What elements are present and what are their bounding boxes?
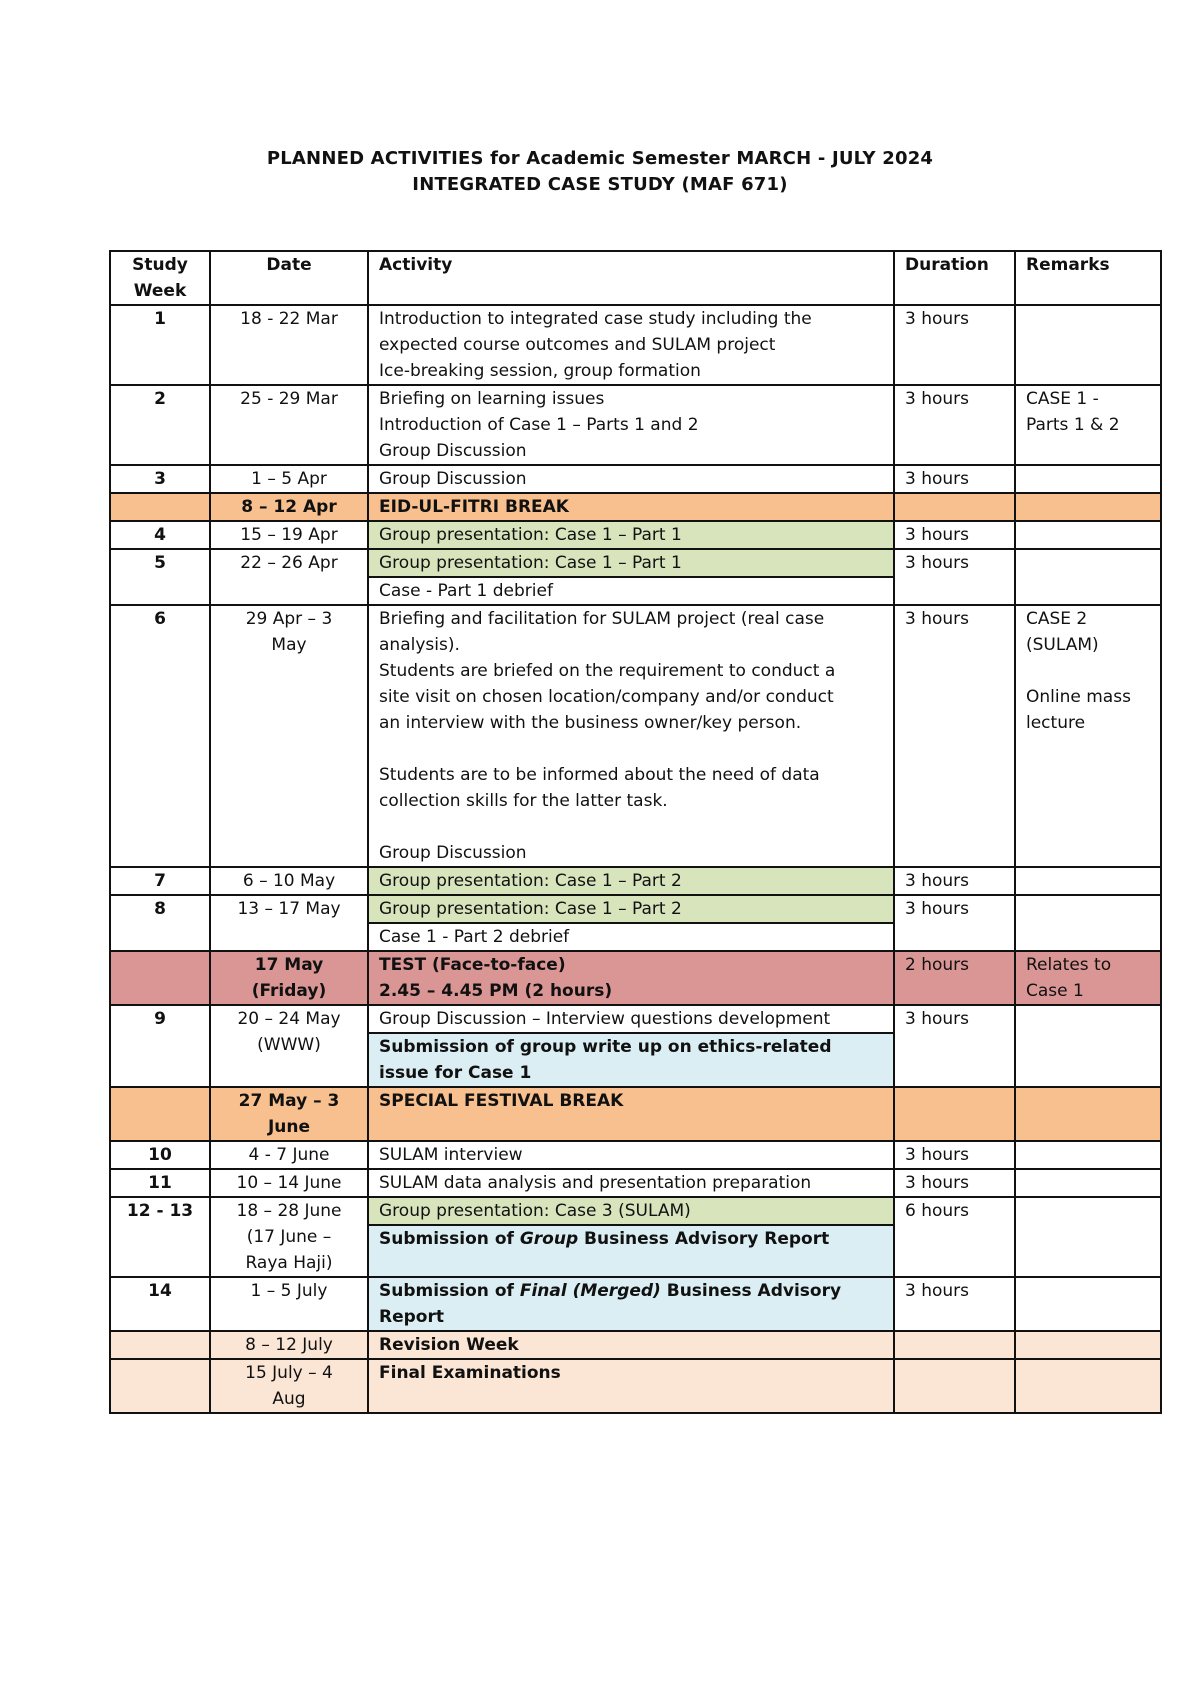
date-cell: 15 – 19 Apr (210, 521, 368, 549)
date-line: June (267, 1117, 311, 1137)
header-duration: Duration (894, 251, 1015, 305)
table-row (110, 867, 1161, 895)
duration-cell (894, 1331, 1015, 1359)
remarks-cell (1015, 549, 1161, 605)
activity-cell (368, 605, 894, 867)
date-cell (210, 1005, 368, 1087)
duration-cell: 3 hours (894, 1005, 1015, 1087)
break-row (110, 1087, 1161, 1141)
week-cell: 1 (110, 305, 210, 385)
week-cell (110, 951, 210, 1005)
activity-cell (368, 1277, 894, 1331)
activity-cell: SULAM data analysis and presentation preparation (368, 1169, 894, 1197)
date-line: Raya Haji) (245, 1253, 333, 1273)
activity-line: Submission of group write up on ethics-related (379, 1037, 832, 1057)
header-week-line1: Study (132, 255, 188, 275)
activity-cell (368, 1197, 894, 1277)
week-cell (110, 1359, 210, 1413)
activity-line: site visit on chosen location/company and/or conduct (379, 687, 834, 707)
activity-cell: Group presentation: Case 1 – Part 1 (368, 521, 894, 549)
activity-line: 2.45 – 4.45 PM (2 hours) (379, 981, 613, 1001)
duration-cell: 3 hours (894, 895, 1015, 951)
table-row (110, 385, 1161, 465)
table-row (110, 305, 1161, 385)
break-row (110, 493, 1161, 521)
date-cell: 8 – 12 July (210, 1331, 368, 1359)
duration-cell: 3 hours (894, 305, 1015, 385)
remarks-line: CASE 1 - (1026, 389, 1099, 409)
duration-cell: 3 hours (894, 867, 1015, 895)
table-row (110, 605, 1161, 867)
duration-cell (894, 1087, 1015, 1141)
activity-cell (368, 549, 894, 605)
date-line: 20 – 24 May (237, 1009, 341, 1029)
date-cell: 1 – 5 July (210, 1277, 368, 1331)
emphasis-text: Group (519, 1229, 579, 1249)
remarks-cell (1015, 1141, 1161, 1169)
table-row (110, 1197, 1161, 1277)
table-row (110, 521, 1161, 549)
activity-submission (369, 1226, 893, 1252)
activity-line: an interview with the business owner/key person. (379, 713, 802, 733)
remarks-line: (SULAM) (1026, 635, 1099, 655)
week-cell: 6 (110, 605, 210, 867)
week-cell: 11 (110, 1169, 210, 1197)
remarks-line: lecture (1026, 713, 1086, 733)
table-row (110, 1141, 1161, 1169)
activity-cell: Group Discussion (368, 465, 894, 493)
remarks-cell (1015, 1087, 1161, 1141)
remarks-cell (1015, 895, 1161, 951)
revision-row (110, 1331, 1161, 1359)
activity-line: Briefing on learning issues (379, 389, 605, 409)
date-cell: 18 - 22 Mar (210, 305, 368, 385)
remarks-cell (1015, 1005, 1161, 1087)
date-line: 17 May (254, 955, 324, 975)
document-title (0, 146, 1200, 198)
week-cell: 9 (110, 1005, 210, 1087)
header-activity: Activity (368, 251, 894, 305)
duration-cell: 2 hours (894, 951, 1015, 1005)
date-cell: 4 - 7 June (210, 1141, 368, 1169)
date-cell: 1 – 5 Apr (210, 465, 368, 493)
text-span: Business Advisory (660, 1281, 842, 1301)
date-cell (210, 951, 368, 1005)
week-cell: 3 (110, 465, 210, 493)
remarks-cell (1015, 493, 1161, 521)
activity-line: Group Discussion (379, 441, 527, 461)
remarks-line: Case 1 (1026, 981, 1084, 1001)
activity-line: Introduction to integrated case study including the (379, 309, 812, 329)
remarks-cell (1015, 605, 1161, 867)
table-row (110, 1169, 1161, 1197)
week-cell: 8 (110, 895, 210, 951)
header-date: Date (210, 251, 368, 305)
week-cell: 14 (110, 1277, 210, 1331)
remarks-line: Relates to (1026, 955, 1112, 975)
duration-cell: 3 hours (894, 605, 1015, 867)
header-week-line2: Week (133, 281, 187, 301)
activity-line: Group Discussion (379, 843, 527, 863)
date-cell: 8 – 12 Apr (210, 493, 368, 521)
activity-line: Case 1 - Part 2 debrief (379, 927, 570, 947)
week-cell: 7 (110, 867, 210, 895)
date-line: Aug (272, 1389, 306, 1409)
date-cell: 6 – 10 May (210, 867, 368, 895)
duration-cell: 3 hours (894, 385, 1015, 465)
remarks-cell (1015, 521, 1161, 549)
activity-line: Ice-breaking session, group formation (379, 361, 701, 381)
activity-cell: Final Examinations (368, 1359, 894, 1413)
activity-cell: SULAM interview (368, 1141, 894, 1169)
date-line: 27 May – 3 (238, 1091, 340, 1111)
duration-cell: 3 hours (894, 1169, 1015, 1197)
header-remarks: Remarks (1015, 251, 1161, 305)
duration-cell: 6 hours (894, 1197, 1015, 1277)
table-row (110, 465, 1161, 493)
table-row (110, 1005, 1161, 1087)
date-cell: 22 – 26 Apr (210, 549, 368, 605)
date-cell: 10 – 14 June (210, 1169, 368, 1197)
activity-line: analysis). (379, 635, 460, 655)
title-line-1: PLANNED ACTIVITIES for Academic Semester MARCH - JULY 2024 (266, 148, 934, 169)
remarks-cell (1015, 385, 1161, 465)
activity-line-presentation: Group presentation: Case 3 (SULAM) (369, 1198, 893, 1226)
header-study-week (110, 251, 210, 305)
remarks-cell (1015, 1277, 1161, 1331)
remarks-cell (1015, 1169, 1161, 1197)
remarks-cell (1015, 465, 1161, 493)
activity-cell (368, 385, 894, 465)
text-span: Submission of (379, 1281, 520, 1301)
exam-row (110, 1359, 1161, 1413)
remarks-cell (1015, 1331, 1161, 1359)
activity-line-presentation: Group presentation: Case 1 – Part 2 (369, 896, 893, 924)
week-cell: 12 - 13 (110, 1197, 210, 1277)
activity-line: Students are briefed on the requirement to conduct a (379, 661, 836, 681)
activity-line: Report (379, 1307, 444, 1327)
activity-line (379, 1278, 883, 1304)
activity-line: Case - Part 1 debrief (379, 581, 553, 601)
remarks-cell (1015, 951, 1161, 1005)
date-line: (WWW) (257, 1035, 321, 1055)
activity-line: Introduction of Case 1 – Parts 1 and 2 (379, 415, 699, 435)
text-span: Submission of (379, 1229, 520, 1249)
date-line: (17 June – (246, 1227, 332, 1247)
activity-cell: SPECIAL FESTIVAL BREAK (368, 1087, 894, 1141)
activity-cell (368, 895, 894, 951)
emphasis-text: Final (Merged) (519, 1281, 661, 1301)
remarks-cell (1015, 1359, 1161, 1413)
spacer (379, 736, 883, 762)
date-cell: 13 – 17 May (210, 895, 368, 951)
week-cell (110, 1331, 210, 1359)
date-cell (210, 1359, 368, 1413)
week-cell: 5 (110, 549, 210, 605)
activity-line-presentation: Group presentation: Case 1 – Part 1 (369, 550, 893, 578)
schedule-table (109, 250, 1162, 1414)
activity-line: TEST (Face-to-face) (379, 955, 566, 975)
date-line: 18 – 28 June (236, 1201, 342, 1221)
duration-cell: 3 hours (894, 549, 1015, 605)
activity-cell (368, 951, 894, 1005)
date-cell (210, 1197, 368, 1277)
activity-line: Briefing and facilitation for SULAM project (real case (379, 609, 825, 629)
activity-line: issue for Case 1 (379, 1063, 532, 1083)
week-cell (110, 1087, 210, 1141)
activity-cell: Revision Week (368, 1331, 894, 1359)
spacer (1026, 658, 1150, 684)
date-line: 15 July – 4 (245, 1363, 333, 1383)
activity-cell (368, 305, 894, 385)
table-row (110, 549, 1161, 605)
week-cell (110, 493, 210, 521)
date-line: May (271, 635, 307, 655)
activity-submission (369, 1032, 893, 1086)
remarks-cell (1015, 305, 1161, 385)
remarks-cell (1015, 1197, 1161, 1277)
header-row (110, 251, 1161, 305)
activity-line: Students are to be informed about the need of data (379, 765, 820, 785)
table-row (110, 1277, 1161, 1331)
date-cell (210, 605, 368, 867)
date-line: (Friday) (251, 981, 327, 1001)
date-cell (210, 1087, 368, 1141)
table-row (110, 895, 1161, 951)
remarks-line: Online mass (1026, 687, 1131, 707)
week-cell: 4 (110, 521, 210, 549)
activity-cell: Group presentation: Case 1 – Part 2 (368, 867, 894, 895)
remarks-line: Parts 1 & 2 (1026, 415, 1120, 435)
date-cell: 25 - 29 Mar (210, 385, 368, 465)
date-line: 29 Apr – 3 (245, 609, 333, 629)
activity-line: expected course outcomes and SULAM project (379, 335, 776, 355)
text-span: Business Advisory Report (578, 1229, 830, 1249)
duration-cell (894, 493, 1015, 521)
remarks-cell (1015, 867, 1161, 895)
remarks-line: CASE 2 (1026, 609, 1088, 629)
activity-cell: EID-UL-FITRI BREAK (368, 493, 894, 521)
week-cell: 2 (110, 385, 210, 465)
duration-cell (894, 1359, 1015, 1413)
activity-line: collection skills for the latter task. (379, 791, 668, 811)
week-cell: 10 (110, 1141, 210, 1169)
duration-cell: 3 hours (894, 1277, 1015, 1331)
activity-line: Group Discussion – Interview questions development (379, 1009, 831, 1029)
test-row (110, 951, 1161, 1005)
spacer (379, 814, 883, 840)
duration-cell: 3 hours (894, 465, 1015, 493)
activity-cell (368, 1005, 894, 1087)
duration-cell: 3 hours (894, 521, 1015, 549)
title-line-2: INTEGRATED CASE STUDY (MAF 671) (412, 174, 788, 195)
duration-cell: 3 hours (894, 1141, 1015, 1169)
